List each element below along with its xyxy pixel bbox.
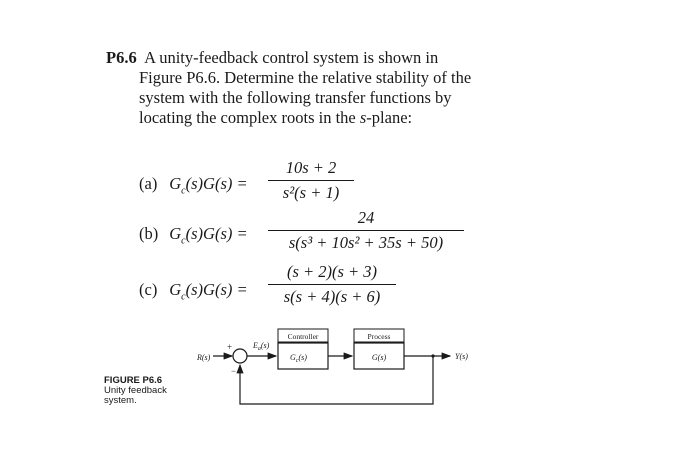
problem-line-4: locating the complex roots in the s-plane: xyxy=(139,108,413,127)
pickoff-point xyxy=(431,354,434,357)
equation-lhs: $G_c(s)G(s)$ = xyxy=(165,224,248,247)
problem-number: P6.6 xyxy=(106,48,137,67)
controller-title: Controller xyxy=(287,332,319,341)
problem-line-3: system with the following transfer functions by xyxy=(139,88,452,107)
numerator-b: 24 xyxy=(357,208,375,227)
numerator-a: 10s + 2 xyxy=(285,158,337,177)
plus-sign: + xyxy=(227,342,233,352)
error-label: $E_a(s)$ xyxy=(253,341,270,352)
figure-caption-title: FIGURE P6.6 xyxy=(104,375,163,386)
equation-lhs: $G_c(s)G(s)$ = xyxy=(165,174,248,197)
equation-label: (a) xyxy=(139,174,158,193)
denominator-c: s(s + 4)(s + 6) xyxy=(283,287,381,307)
equation-lhs: $G_c(s)G(s)$ = xyxy=(165,280,248,303)
figure-caption-line: system. xyxy=(104,395,137,406)
controller-tf: $G_c(s)$ xyxy=(290,353,307,364)
problem-line-1: P6.6 A unity-feedback control system is shown in xyxy=(106,48,439,67)
process-tf: G(s) xyxy=(371,353,387,362)
process-title: Process xyxy=(367,332,391,341)
equation-label: (b) xyxy=(139,224,159,243)
problem-line-2: Figure P6.6. Determine the relative stability of the xyxy=(139,68,472,87)
summing-junction xyxy=(233,349,247,363)
minus-sign: − xyxy=(231,366,237,376)
output-label: Y(s) xyxy=(455,352,468,361)
denominator-b: s(s³ + 10s² + 35s + 50) xyxy=(288,233,444,253)
numerator-c: (s + 2)(s + 3) xyxy=(286,262,378,281)
denominator-a: s²(s + 1) xyxy=(282,183,340,203)
figure-caption-line: Unity feedback xyxy=(104,385,167,396)
input-label: R(s) xyxy=(197,353,211,362)
equation-label: (c) xyxy=(139,280,158,299)
